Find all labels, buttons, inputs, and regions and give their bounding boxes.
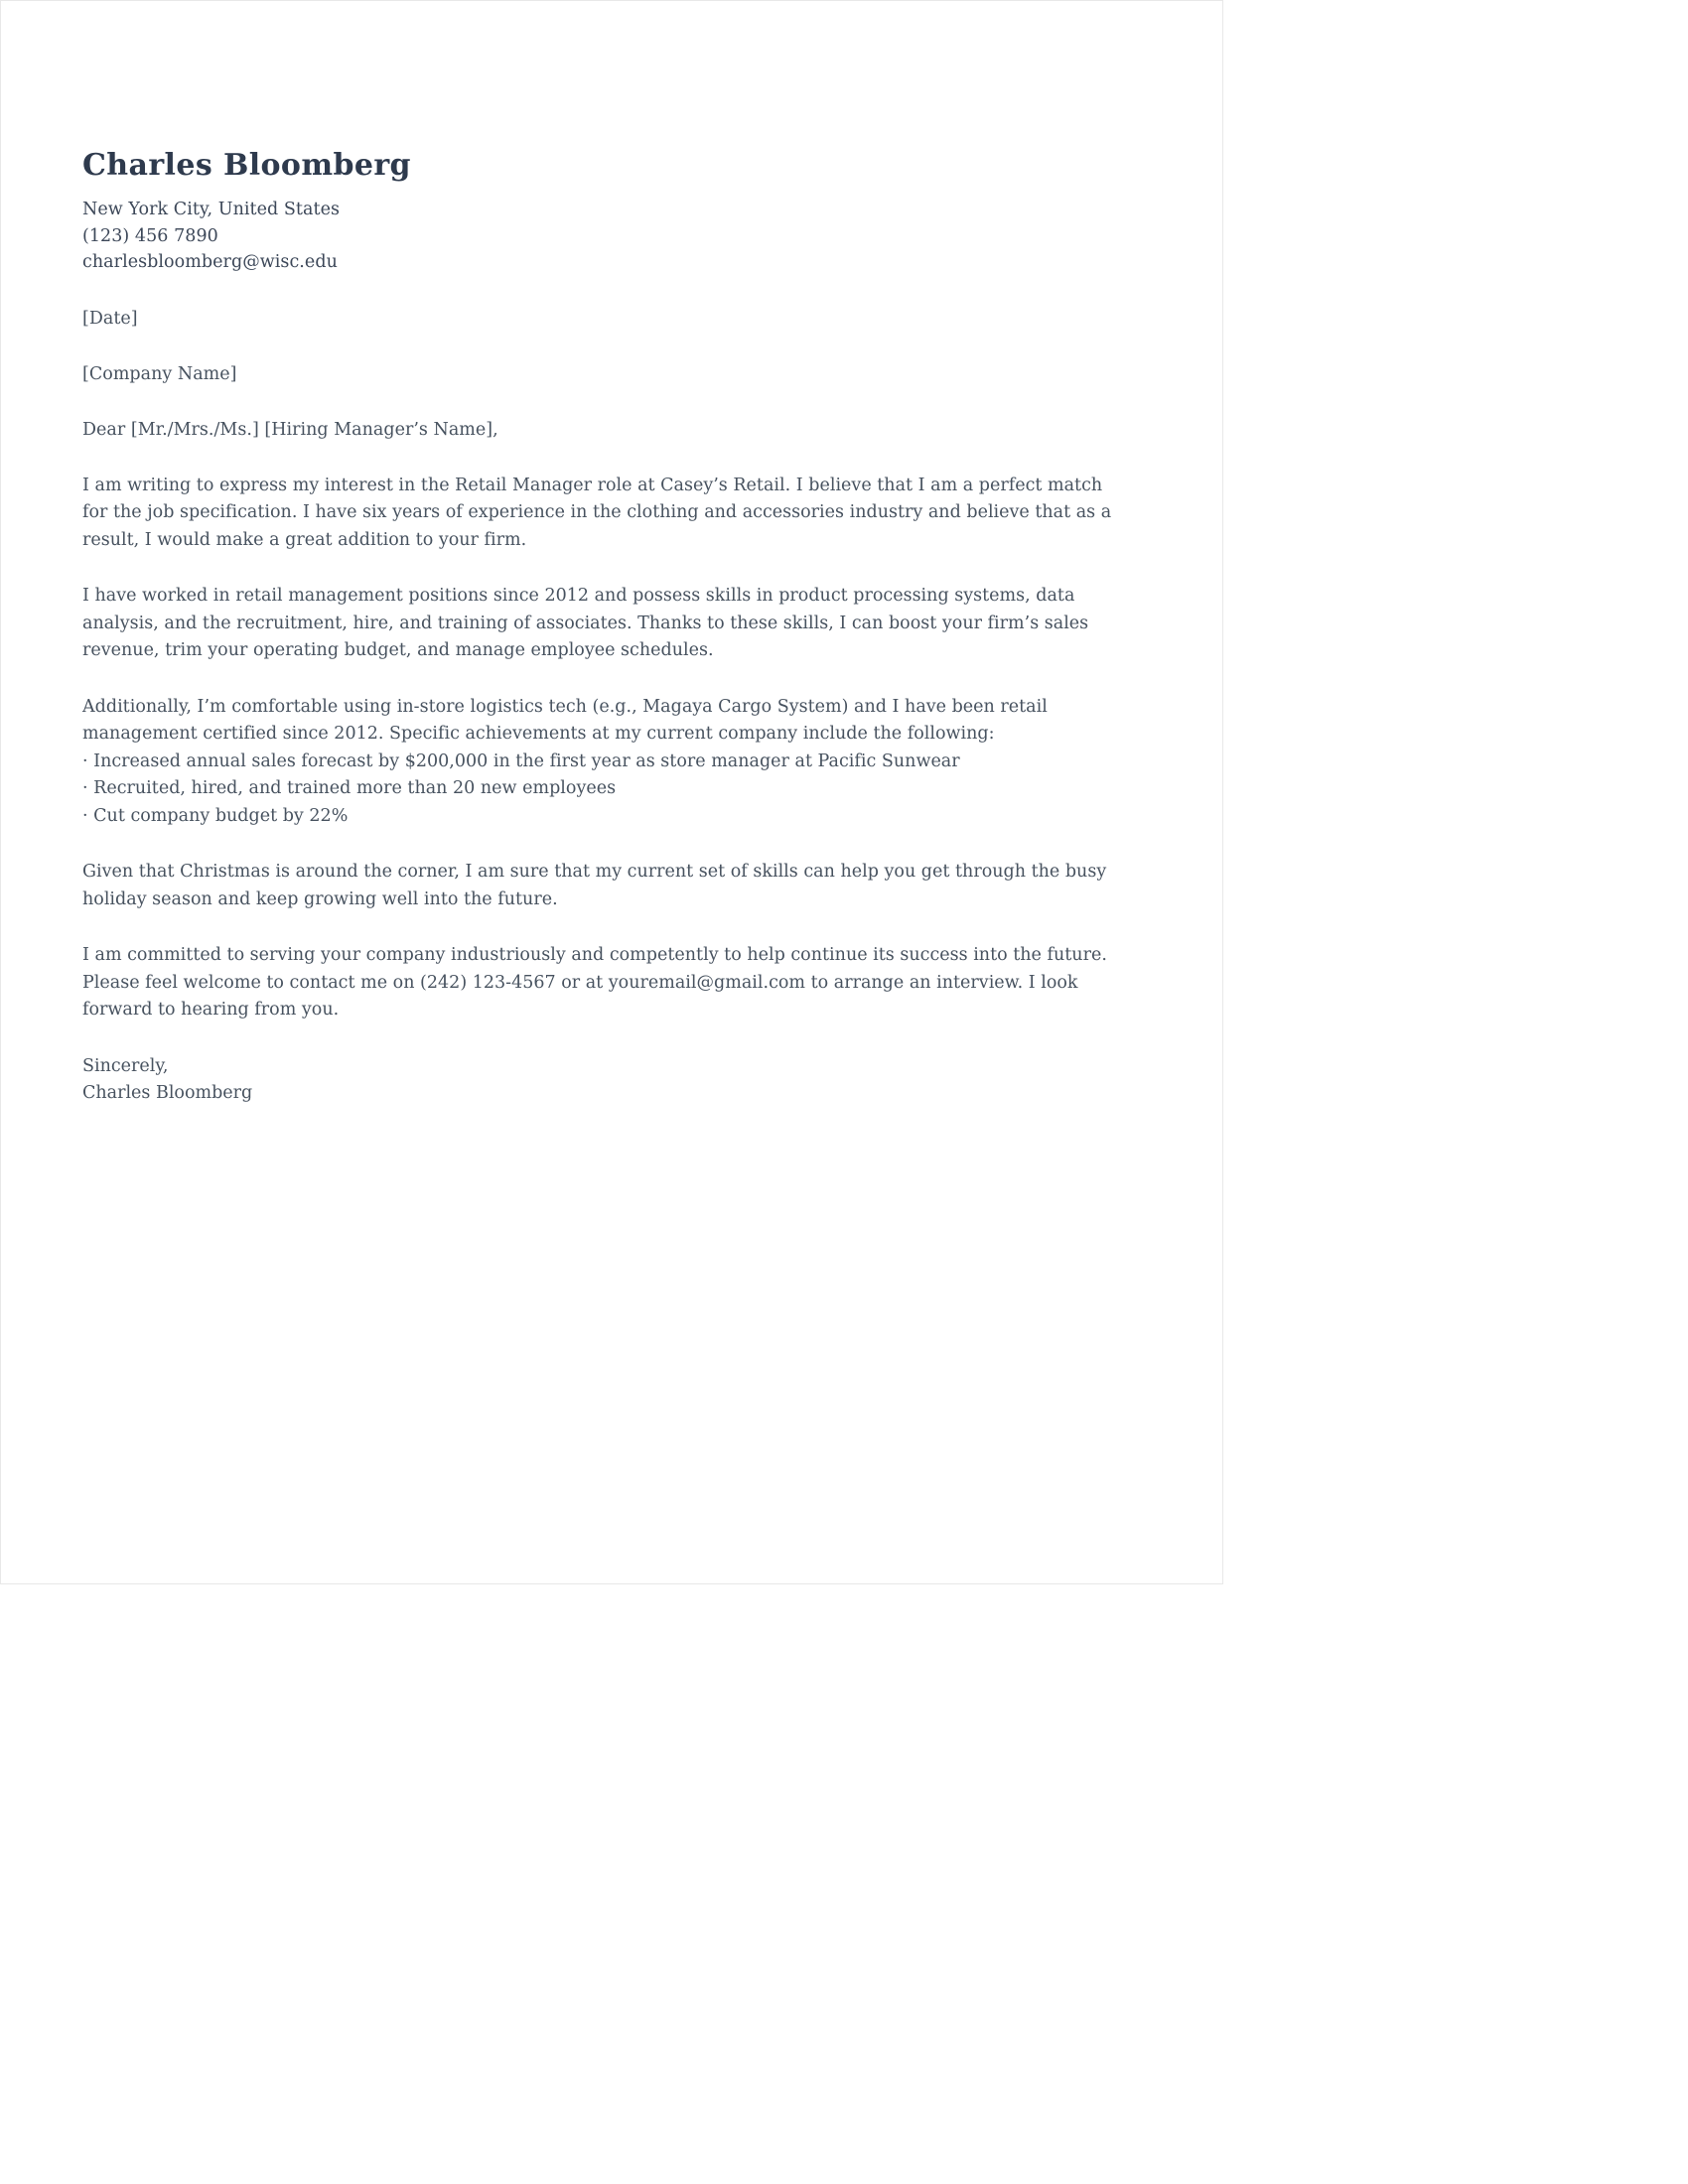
body-paragraph: I have worked in retail management positions since 2012 and possess skills in product processing systems, data analysis, and the recruitment, hire, and training of associates. Thanks to these skills, I can boost your firm’s sales revenue, trim your operating budget, and manage employee schedules.	[82, 586, 1089, 660]
company-placeholder: [Company Name]	[82, 363, 237, 384]
spacer	[82, 830, 1129, 859]
spacer	[82, 554, 1129, 583]
signature-name: Charles Bloomberg	[82, 1083, 253, 1103]
list-item	[82, 749, 1129, 776]
spacer	[82, 276, 1129, 306]
body-paragraph: I am writing to express my interest in the Retail Manager role at Casey’s Retail. I believe that I am a perfect match for the job specification. I have six years of experience in the clothing and accessories industry and believe that as a result, I would make a great addition to your firm.	[82, 475, 1112, 550]
spacer	[82, 913, 1129, 942]
bullet-marker-icon: ·	[82, 778, 88, 798]
bullet-marker-icon: ·	[82, 751, 88, 771]
list-item-label: Cut company budget by 22%	[93, 805, 349, 826]
date-placeholder: [Date]	[82, 308, 138, 329]
page-title: Charles Bloomberg	[82, 148, 411, 183]
spacer	[82, 665, 1129, 694]
contact-phone: (123) 456 7890	[82, 225, 218, 246]
body-paragraph: I am committed to serving your company industriously and competently to help continue its success into the future. Please feel welcome to contact me on (242) 123-4567 or at youremail@gmail.com to arrange an interview. I look forward to hearing from you.	[82, 945, 1107, 1020]
contact-email: charlesbloomberg@wisc.edu	[82, 252, 338, 272]
list-item-label: Increased annual sales forecast by $200,000 in the first year as store manager at Pacific Sunwear	[93, 751, 960, 771]
signoff-text: Sincerely,	[82, 1055, 169, 1076]
list-item	[82, 803, 1129, 831]
achievements-intro: Additionally, I’m comfortable using in-store logistics tech (e.g., Magaya Cargo System) and I have been retail management certified since 2012. Specific achievements at my current company include the following:	[82, 696, 1048, 744]
spacer	[82, 444, 1129, 473]
contact-location: New York City, United States	[82, 200, 341, 219]
spacer	[82, 1024, 1129, 1053]
salutation: Dear [Mr./Mrs./Ms.] [Hiring Manager’s Name],	[82, 419, 498, 440]
bullet-marker-icon: ·	[82, 805, 88, 826]
letter-content	[82, 148, 1129, 1108]
list-item-label: Recruited, hired, and trained more than 20 new employees	[93, 778, 617, 798]
spacer	[82, 388, 1129, 417]
list-item	[82, 775, 1129, 803]
spacer	[82, 333, 1129, 361]
body-paragraph: Given that Christmas is around the corner, I am sure that my current set of skills can help you get through the busy holiday season and keep growing well into the future.	[82, 862, 1107, 909]
